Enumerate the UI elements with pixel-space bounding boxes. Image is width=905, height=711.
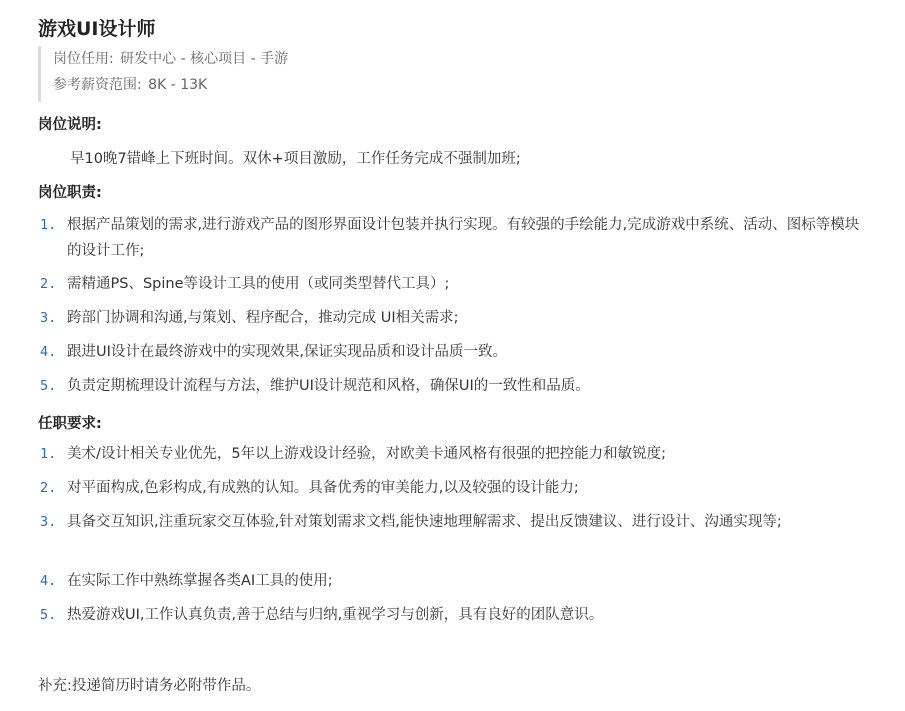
list-number: 2. bbox=[40, 480, 57, 496]
list-item bbox=[38, 305, 868, 331]
description-heading: 岗位说明: bbox=[38, 117, 102, 133]
list-item bbox=[38, 602, 868, 628]
list-item bbox=[38, 441, 868, 467]
list-item bbox=[38, 568, 868, 594]
requirements-heading: 任职要求: bbox=[38, 416, 102, 432]
job-title: 游戏UI设计师 bbox=[38, 18, 156, 40]
list-text: 负责定期梳理设计流程与方法，维护UI设计规范和风格，确保UI的一致性和品质。 bbox=[67, 378, 590, 394]
list-number: 3. bbox=[40, 514, 57, 530]
list-text: 跨部门协调和沟通,与策划、程序配合，推动完成 UI相关需求; bbox=[67, 310, 459, 326]
list-text: 根据产品策划的需求,进行游戏产品的图形界面设计包装并执行实现。有较强的手绘能力,完成游戏中系统、活动、图标等模块的设计工作; bbox=[67, 217, 860, 259]
list-text: 在实际工作中熟练掌握各类AI工具的使用; bbox=[67, 573, 333, 589]
position-label: 岗位任用: bbox=[53, 51, 114, 67]
list-text: 需精通PS、Spine等设计工具的使用（或同类型替代工具）; bbox=[67, 276, 450, 292]
list-text: 热爱游戏UI,工作认真负责,善于总结与归纳,重视学习与创新，具有良好的团队意识。 bbox=[67, 607, 604, 623]
list-number: 2. bbox=[40, 276, 57, 292]
position-value: 研发中心 - 核心项目 - 手游 bbox=[120, 51, 289, 67]
list-item bbox=[38, 271, 868, 297]
list-number: 5. bbox=[40, 607, 57, 623]
list-item bbox=[38, 509, 868, 535]
list-number: 1. bbox=[40, 446, 57, 462]
salary-line bbox=[53, 72, 288, 98]
list-text: 对平面构成,色彩构成,有成熟的认知。具备优秀的审美能力,以及较强的设计能力; bbox=[67, 480, 579, 496]
position-line bbox=[53, 46, 288, 72]
salary-value: 8K - 13K bbox=[148, 77, 208, 93]
list-number: 5. bbox=[40, 378, 57, 394]
list-number: 3. bbox=[40, 310, 57, 326]
description-text: 早10晚7错峰上下班时间。双休+项目激励，工作任务完成不强制加班; bbox=[70, 151, 521, 167]
list-text: 美术/设计相关专业优先，5年以上游戏设计经验，对欧美卡通风格有很强的把控能力和敏锐度; bbox=[67, 446, 666, 462]
list-text: 跟进UI设计在最终游戏中的实现效果,保证实现品质和设计品质一致。 bbox=[67, 344, 507, 360]
list-number: 1. bbox=[40, 217, 57, 233]
duties-heading: 岗位职责: bbox=[38, 185, 102, 201]
list-number: 4. bbox=[40, 344, 57, 360]
list-text: 具备交互知识,注重玩家交互体验,针对策划需求文档,能快速地理解需求、提出反馈建议、进行设计、沟通实现等; bbox=[67, 514, 782, 530]
job-meta bbox=[38, 46, 288, 102]
list-item bbox=[38, 212, 868, 264]
list-item bbox=[38, 339, 868, 365]
list-item bbox=[38, 475, 868, 501]
list-item bbox=[38, 373, 868, 399]
supplement-note: 补充:投递简历时请务必附带作品。 bbox=[38, 678, 261, 694]
list-number: 4. bbox=[40, 573, 57, 589]
salary-label: 参考薪资范围: bbox=[53, 77, 142, 93]
